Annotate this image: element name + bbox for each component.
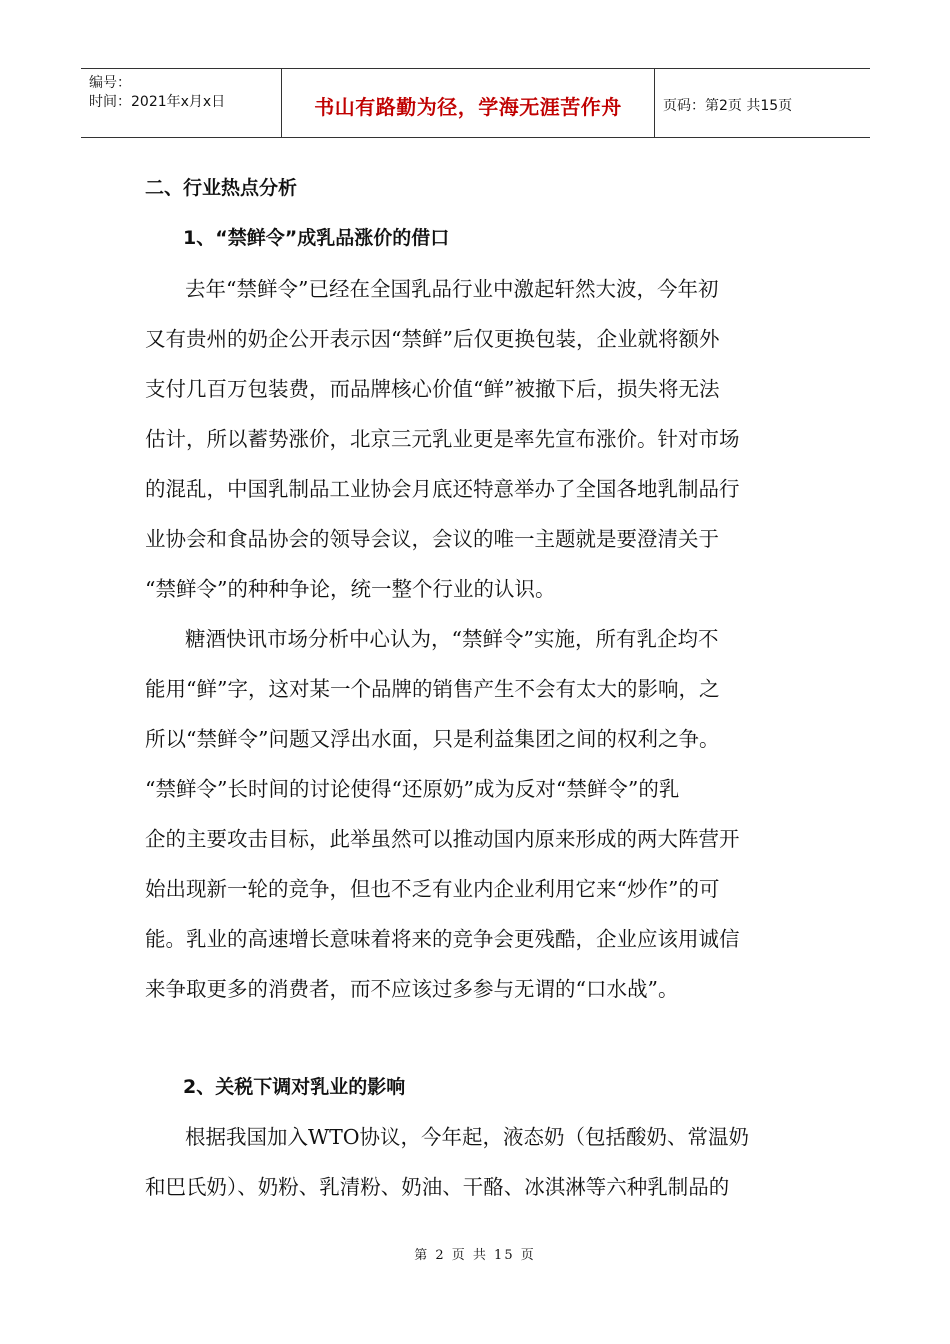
- para3-line: 和巴氏奶）、奶粉、乳清粉、奶油、干酪、冰淇淋等六种乳制品的: [145, 1175, 730, 1199]
- subsection-title-2: 2、关税下调对乳业的影响: [183, 1076, 406, 1098]
- para1-line: 的混乱，中国乳制品工业协会月底还特意举办了全国各地乳制品行: [145, 477, 740, 501]
- header-page-info: 页码：第2页 共15页: [663, 98, 793, 114]
- section-title: 二、行业热点分析: [145, 177, 298, 199]
- para1-line: 估计，所以蓄势涨价，北京三元乳业更是率先宣布涨价。针对市场: [145, 427, 740, 451]
- para2-line: 企的主要攻击目标，此举虽然可以推动国内原来形成的两大阵营开: [145, 827, 740, 851]
- para1-line: 业协会和食品协会的领导会议，会议的唯一主题就是要澄清关于: [145, 527, 719, 551]
- para2-line: “禁鲜令”长时间的讨论使得“还原奶”成为反对“禁鲜令”的乳: [145, 777, 680, 801]
- header-info-cell: [81, 69, 282, 137]
- para2-line: 所以“禁鲜令”问题又浮出水面，只是利益集团之间的权利之争。: [145, 727, 720, 751]
- subsection-title-1: 1、“禁鲜令”成乳品涨价的借口: [183, 227, 450, 249]
- header-page-cell: [655, 69, 870, 137]
- page-footer: 第 2 页 共 15 页: [414, 1248, 536, 1263]
- para2-line: 来争取更多的消费者，而不应该过多参与无谓的“口水战”。: [145, 977, 679, 1001]
- date-label: 时间：2021年x月x日: [89, 94, 226, 110]
- para2-line: 能用“鲜”字，这对某一个品牌的销售产生不会有太大的影响，之: [145, 677, 720, 701]
- para1-line: 去年“禁鲜令”已经在全国乳品行业中激起轩然大波，今年初: [185, 277, 719, 301]
- para3-line: 根据我国加入WTO协议，今年起，液态奶（包括酸奶、常温奶: [185, 1125, 750, 1149]
- number-label: 编号：: [89, 75, 131, 91]
- para2-line: 始出现新一轮的竞争，但也不乏有业内企业利用它来“炒作”的可: [145, 877, 720, 901]
- page-header: [81, 68, 870, 138]
- para2-line: 糖酒快讯市场分析中心认为，“禁鲜令”实施，所有乳企均不: [185, 627, 719, 651]
- para1-line: “禁鲜令”的种种争论，统一整个行业的认识。: [145, 577, 556, 601]
- para2-line: 能。乳业的高速增长意味着将来的竞争会更残酷，企业应该用诚信: [145, 927, 740, 951]
- header-motto-cell: [282, 69, 655, 137]
- para1-line: 支付几百万包装费，而品牌核心价值“鲜”被撤下后，损失将无法: [145, 377, 720, 401]
- para1-line: 又有贵州的奶企公开表示因“禁鲜”后仅更换包装，企业就将额外: [145, 327, 720, 351]
- header-motto: 书山有路勤为径，学海无涯苦作舟: [314, 95, 622, 119]
